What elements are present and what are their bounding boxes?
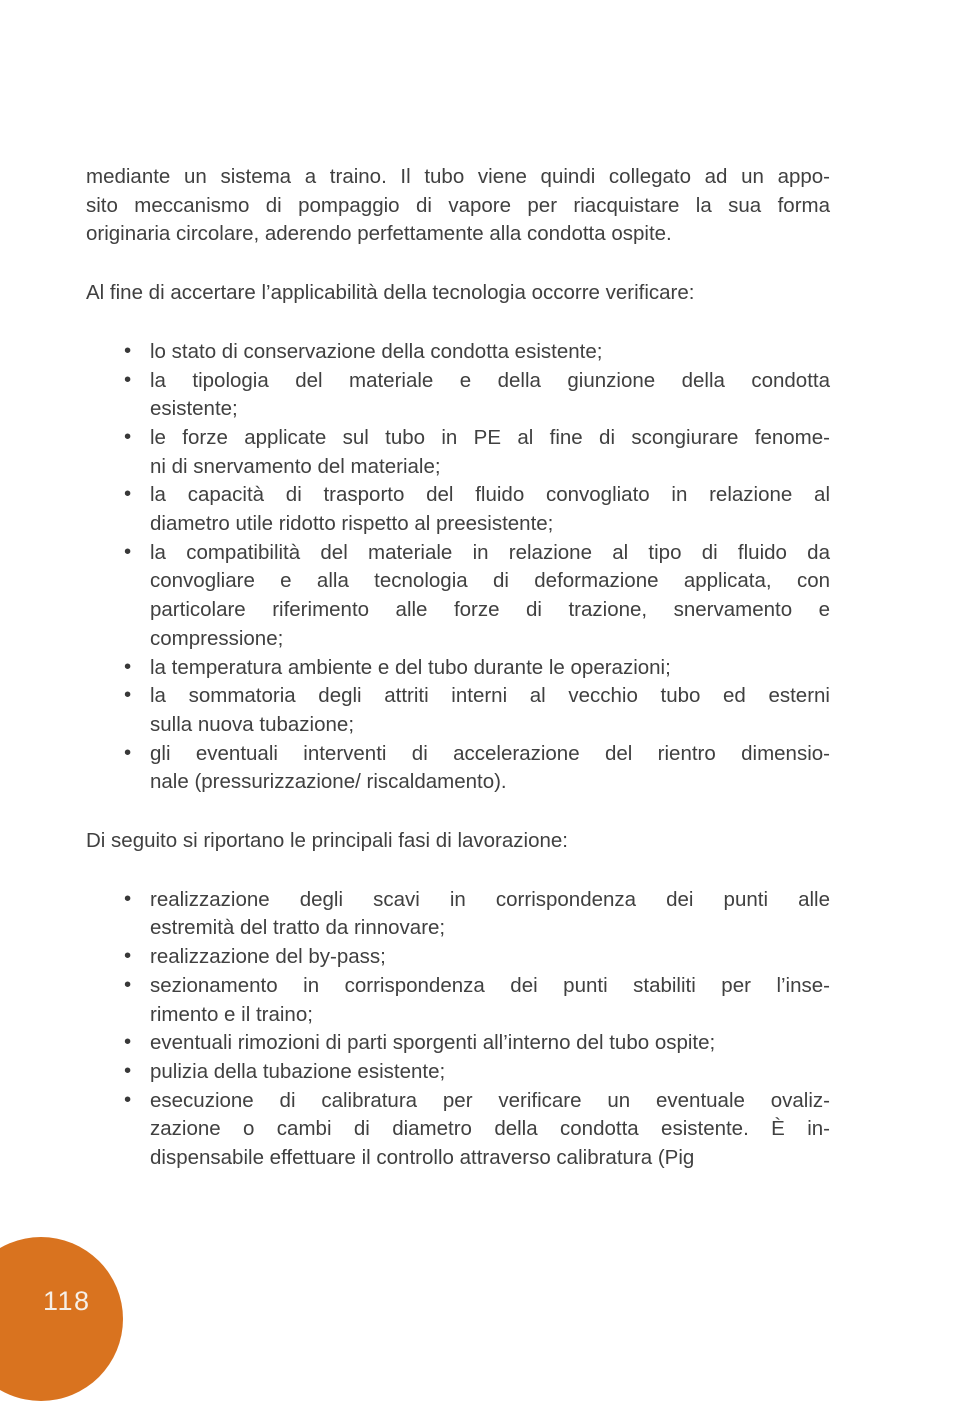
list-item (124, 943, 830, 972)
list-item-text: la compatibilità del materiale in relazione al tipo di fluido da convogliare e alla tecnologia di deformazione applicata, con particolare riferimento alle forze di trazione, snervamento e compressione; (150, 540, 830, 650)
list-item-text: realizzazione del by-pass; (150, 945, 386, 969)
body-text (86, 163, 830, 1203)
bullet-marker: • (124, 654, 132, 678)
list-item (124, 367, 830, 424)
bullet-marker: • (124, 683, 132, 707)
list-item-text: la tipologia del materiale e della giunzione della condotta esistente; (150, 368, 830, 421)
bullet-marker: • (124, 944, 132, 968)
list-item (124, 1058, 830, 1087)
list-item-text: sezionamento in corrispondenza dei punti stabiliti per l’inse- rimento e il traino; (150, 973, 830, 1026)
phases-list (86, 886, 830, 1173)
list-item (124, 972, 830, 1029)
bullet-marker: • (124, 338, 132, 362)
bullet-marker: • (124, 424, 132, 448)
bullet-marker: • (124, 1058, 132, 1082)
list-item-text: eventuali rimozioni di parti sporgenti all’interno del tubo ospite; (150, 1031, 716, 1055)
bullet-marker: • (124, 367, 132, 391)
paragraph-verification-lead: Al fine di accertare l’applicabilità della tecnologia occorre verificare: (86, 281, 695, 305)
verification-list (86, 338, 830, 797)
list-item (124, 1087, 830, 1173)
list-item (124, 481, 830, 538)
bullet-marker: • (124, 1030, 132, 1054)
paragraph-intro: mediante un sistema a traino. Il tubo viene quindi collegato ad un appo- sito meccanismo di pompaggio di vapore per riacquistare la sua forma originaria circolare, aderendo perfettamente alla condotta ospite. (86, 165, 830, 246)
list-item-text: la sommatoria degli attriti interni al vecchio tubo ed esterni sulla nuova tubazione; (150, 684, 830, 736)
list-item (124, 682, 830, 739)
list-item-text: esecuzione di calibratura per verificare un eventuale ovaliz- zazione o cambi di diametro della condotta esistente. È in- dispensabile effettuare il controllo attraverso calibratura (Pig (150, 1088, 830, 1170)
list-item (124, 424, 830, 481)
bullet-marker: • (124, 740, 132, 764)
page-number: 118 (43, 1286, 91, 1316)
bullet-marker: • (124, 972, 132, 996)
bullet-marker: • (124, 1087, 132, 1111)
list-item (124, 539, 830, 654)
list-item (124, 338, 830, 367)
list-item (124, 886, 830, 943)
list-item-text: gli eventuali interventi di accelerazione del rientro dimensio- nale (pressurizzazione/ riscaldamento). (150, 741, 830, 794)
list-item-text: pulizia della tubazione esistente; (150, 1059, 446, 1083)
list-item-text: le forze applicate sul tubo in PE al fine di scongiurare fenome- ni di snervamento del materiale; (150, 425, 830, 478)
list-item-text: la capacità di trasporto del fluido convogliato in relazione al diametro utile ridotto rispetto al preesistente; (150, 483, 830, 536)
list-item-text: realizzazione degli scavi in corrispondenza dei punti alle estremità del tratto da rinnovare; (150, 887, 830, 940)
paragraph-phases-lead: Di seguito si riportano le principali fasi di lavorazione: (86, 829, 568, 853)
list-item (124, 654, 830, 683)
list-item (124, 740, 830, 797)
bullet-marker: • (124, 539, 132, 563)
bullet-marker: • (124, 886, 132, 910)
list-item-text: lo stato di conservazione della condotta esistente; (150, 339, 603, 363)
list-item (124, 1029, 830, 1058)
list-item-text: la temperatura ambiente e del tubo durante le operazioni; (150, 655, 671, 679)
bullet-marker: • (124, 482, 132, 506)
page-number-circle (0, 1237, 123, 1401)
